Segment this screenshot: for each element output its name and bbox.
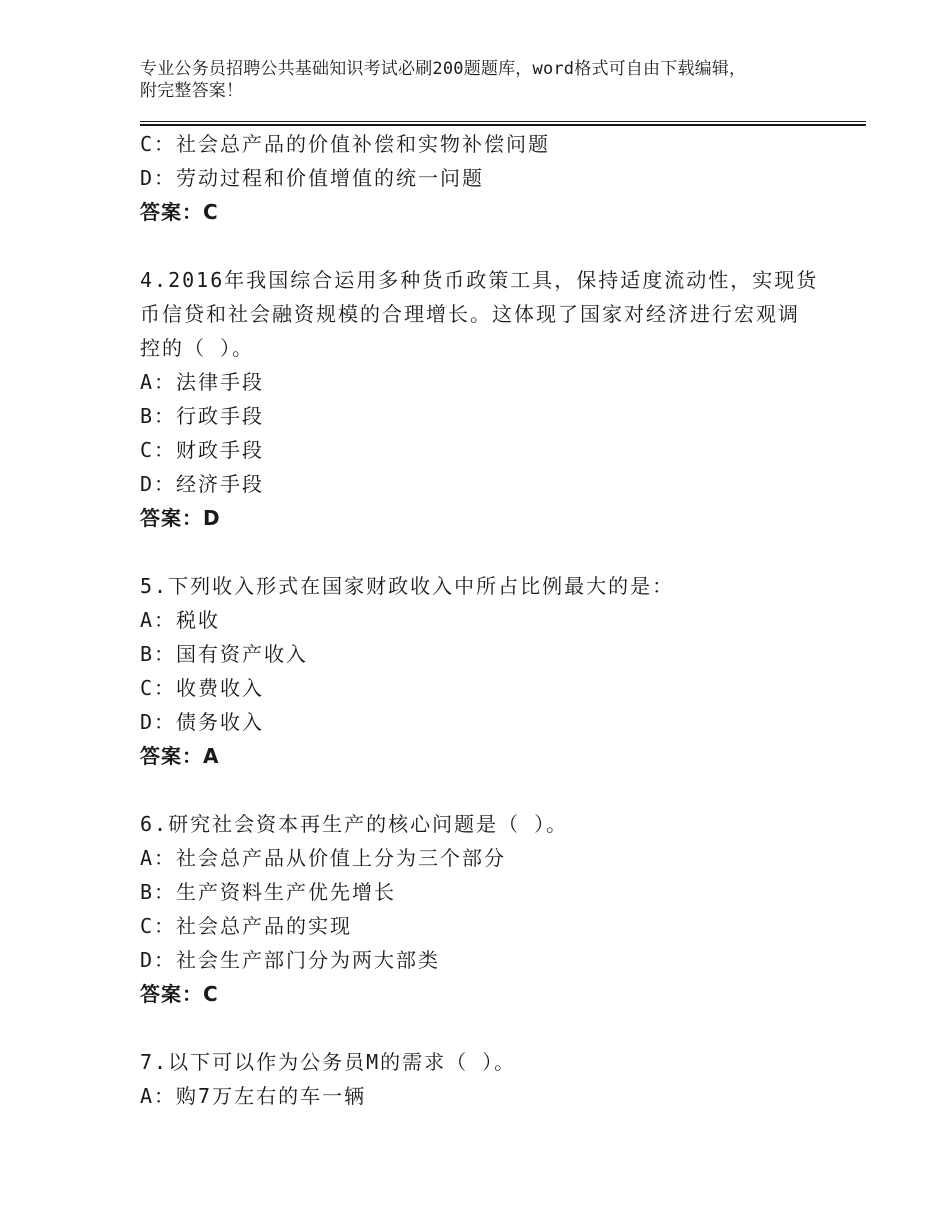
question-3-continued <box>140 127 866 229</box>
answer-line: 答案：A <box>140 744 220 768</box>
question-5 <box>140 569 866 773</box>
question-stem: 6.研究社会资本再生产的核心问题是（ ）。 <box>140 812 569 836</box>
answer-line: 答案：C <box>140 982 219 1006</box>
option-a: A：社会总产品从价值上分为三个部分 <box>140 846 507 870</box>
option-d: D：债务收入 <box>140 710 265 734</box>
question-stem: 币信贷和社会融资规模的合理增长。这体现了国家对经济进行宏观调 <box>140 302 800 326</box>
spacer <box>140 1011 866 1045</box>
option-a: A：购7万左右的车一辆 <box>140 1084 367 1108</box>
question-stem: 7.以下可以作为公务员M的需求（ ）。 <box>140 1050 517 1074</box>
option-c: C：财政手段 <box>140 438 265 462</box>
spacer <box>140 773 866 807</box>
spacer <box>140 535 866 569</box>
option-d: D：经济手段 <box>140 472 265 496</box>
option-b: B：生产资料生产优先增长 <box>140 880 397 904</box>
option-c: C：社会总产品的实现 <box>140 914 353 938</box>
header-line-1: 专业公务员招聘公共基础知识考试必刷200题题库，word格式可自由下载编辑， <box>140 59 747 79</box>
answer-line: 答案：D <box>140 506 221 530</box>
option-d: D：社会生产部门分为两大部类 <box>140 948 441 972</box>
answer-line: 答案：C <box>140 200 219 224</box>
question-4 <box>140 263 866 535</box>
question-stem: 4.2016年我国综合运用多种货币政策工具，保持适度流动性，实现货 <box>140 268 819 292</box>
document-header <box>140 58 866 102</box>
header-line-2: 附完整答案！ <box>140 81 244 101</box>
question-stem: 控的（ ）。 <box>140 336 255 360</box>
question-list <box>140 127 866 1113</box>
option-b: B：行政手段 <box>140 404 265 428</box>
option-c: C：社会总产品的价值补偿和实物补偿问题 <box>140 132 551 156</box>
option-d: D：劳动过程和价值增值的统一问题 <box>140 166 485 190</box>
option-b: B：国有资产收入 <box>140 642 309 666</box>
option-a: A：法律手段 <box>140 370 265 394</box>
spacer <box>140 229 866 263</box>
question-7 <box>140 1045 866 1113</box>
header-divider <box>140 121 866 126</box>
option-c: C：收费收入 <box>140 676 265 700</box>
question-stem: 5.下列收入形式在国家财政收入中所占比例最大的是： <box>140 574 675 598</box>
question-6 <box>140 807 866 1011</box>
option-a: A：税收 <box>140 608 221 632</box>
